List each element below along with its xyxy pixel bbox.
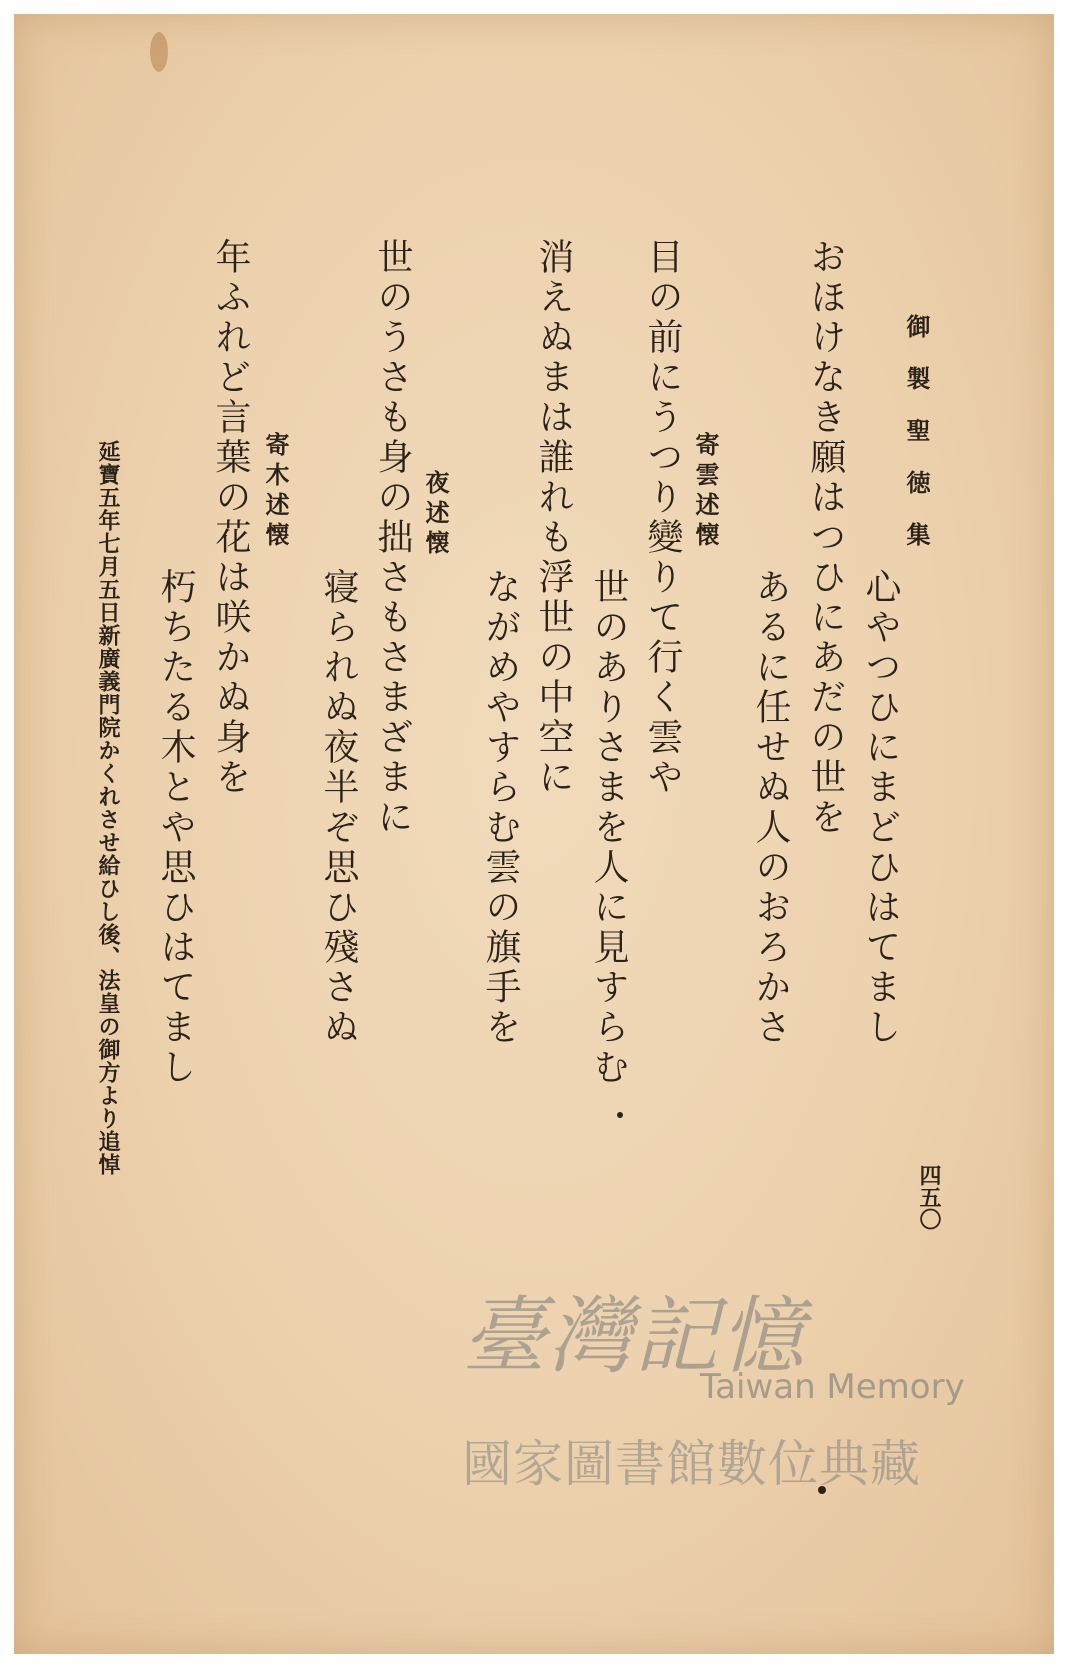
poem-line: おほけなき願はつひにあだの世を (805, 238, 846, 838)
watermark-logo: 臺灣記憶 (462, 1287, 807, 1385)
poem-line: 心やつひにまどひはてまし (860, 568, 901, 1048)
ink-speck (617, 1112, 623, 1118)
watermark-english: Taiwan Memory (700, 1367, 965, 1407)
poem-line: 目の前にうつり變りて行く雲や (642, 238, 683, 798)
running-header: 御製聖徳集 (902, 314, 931, 574)
poem-topic: 夜述懐 (421, 470, 450, 560)
poem-line: 朽ちたる木とや思ひはてまし (155, 568, 196, 1088)
paper-stain (150, 32, 168, 72)
footnote: 延寶五年七月五日新廣義門院かくれさせ給ひし後、法皇の御方より追悼 (95, 440, 121, 1176)
watermark (462, 1269, 1022, 1589)
poem-line: ながめやすらむ雲の旗手を (480, 568, 521, 1048)
poem-topic: 寄木述懐 (261, 432, 290, 552)
poem-line: 消えぬまは誰れも浮世の中空に (533, 238, 574, 798)
book-page (14, 14, 1054, 1654)
poem-line: 寝られぬ夜半ぞ思ひ殘さぬ (318, 568, 359, 1048)
poem-line: あるに任せぬ人のおろかさ (750, 568, 791, 1048)
poem-line: 年ふれど言葉の花は咲かぬ身を (210, 238, 251, 798)
page-number: 四五〇 (916, 1164, 942, 1230)
poem-topic: 寄雲述懐 (691, 432, 720, 552)
watermark-chinese: 國家圖書館數位典藏 (462, 1435, 921, 1493)
poem-line: 世のありさまを人に見すらむ (588, 568, 629, 1088)
poem-line: 世のうさも身の拙さもさまざまに (372, 238, 413, 838)
